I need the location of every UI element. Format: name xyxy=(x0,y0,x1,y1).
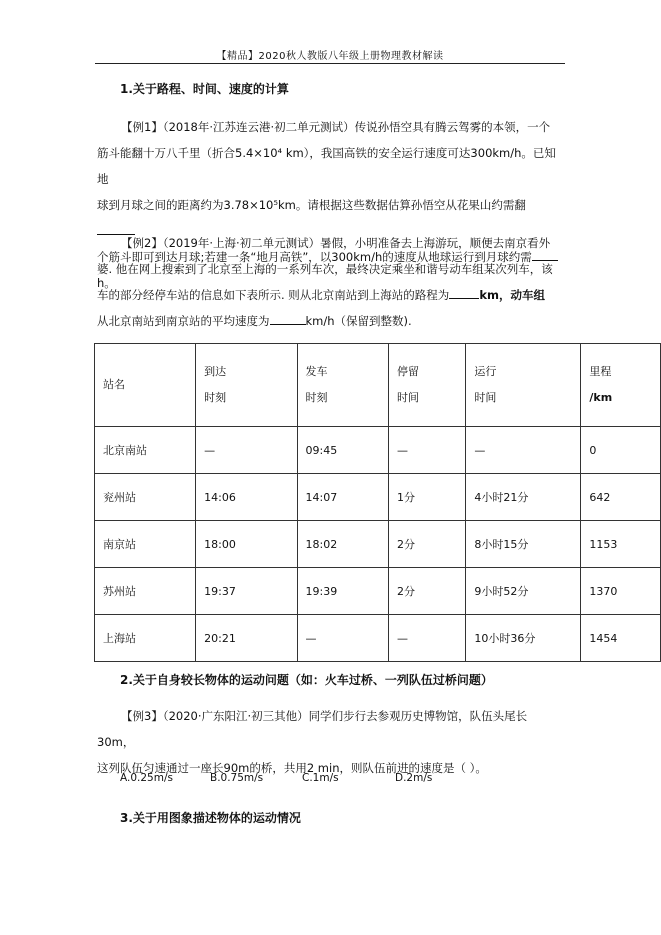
arrival-time: 18:00 xyxy=(196,521,297,568)
arrival-time: — xyxy=(196,427,297,474)
arrival-time: 20:21 xyxy=(196,615,297,662)
section-2-title: 2.关于自身较长物体的运动问题（如：火车过桥、一列队伍过桥问题） xyxy=(120,673,493,687)
station-name: 苏州站 xyxy=(95,568,196,615)
section-1-title: 1.关于路程、时间、速度的计算 xyxy=(120,82,289,96)
header-station-label: 站名 xyxy=(103,378,125,391)
option-b[interactable]: B.0.75m/s xyxy=(210,772,264,784)
departure-time: 19:39 xyxy=(297,568,388,615)
header-run-l1: 运行 xyxy=(474,365,497,378)
station-schedule-table xyxy=(94,343,661,662)
header-station xyxy=(95,344,196,427)
example-2-line-2: 婆. 他在网上搜索到了北京至上海的一系列车次，最终决定乘坐和谐号动车组某次列车，该 xyxy=(97,262,553,276)
example-1-line-4-unit: h。 xyxy=(97,276,116,290)
answer-blank-3[interactable] xyxy=(449,288,479,299)
header-arrival xyxy=(196,344,297,427)
table-row xyxy=(95,615,661,662)
example-2-line-4 xyxy=(97,308,563,334)
stop-time: 1分 xyxy=(388,474,465,521)
distance: 1454 xyxy=(581,615,661,662)
header-distance xyxy=(581,344,661,427)
arrival-time: 19:37 xyxy=(196,568,297,615)
example-2-line-3-unit: km，动车组 xyxy=(479,288,545,302)
example-2-line-3-text: 车的部分经停车站的信息如下表所示. 则从北京南站到上海站的路程为 xyxy=(97,288,450,302)
example-2-line-4-text: 从北京南站到南京站的平均速度为 xyxy=(97,314,270,328)
run-time: 9小时52分 xyxy=(466,568,581,615)
run-time: — xyxy=(466,427,581,474)
table-row xyxy=(95,474,661,521)
header-arrival-l1: 到达 xyxy=(204,365,227,378)
section-3-title: 3.关于用图象描述物体的运动情况 xyxy=(120,811,301,825)
departure-time: — xyxy=(297,615,388,662)
example-2-line-1: 【例2】（2019年·上海·初二单元测试）暑假，小明准备去上海游玩，顺便去南京看外 xyxy=(121,236,551,250)
stop-time: 2分 xyxy=(388,521,465,568)
table-row xyxy=(95,521,661,568)
example-2-line-4-unit: km/h（保留到整数). xyxy=(305,314,412,328)
stop-time: — xyxy=(388,615,465,662)
run-time: 4小时21分 xyxy=(466,474,581,521)
station-name: 南京站 xyxy=(95,521,196,568)
header-stop-time xyxy=(388,344,465,427)
stop-time: 2分 xyxy=(388,568,465,615)
header-distance-l1: 里程 xyxy=(589,365,612,378)
header-stop-l1: 停留 xyxy=(396,365,419,378)
header-departure-l1: 发车 xyxy=(305,365,328,378)
distance: 642 xyxy=(581,474,661,521)
option-c[interactable]: C.1m/s xyxy=(302,772,339,784)
option-d[interactable]: D.2m/s xyxy=(395,772,433,784)
example-1-line-1: 【例1】（2018年·江苏连云港·初二单元测试）传说孙悟空具有腾云驾雾的本领，一个 xyxy=(121,120,551,134)
distance: 1153 xyxy=(581,521,661,568)
table-header-row xyxy=(95,344,661,427)
example-3-line-1: 【例3】（2020·广东阳江·初三其他）同学们步行去参观历史博物馆，队伍头尾长30m， xyxy=(97,709,528,749)
run-time: 8小时15分 xyxy=(466,521,581,568)
distance: 1370 xyxy=(581,568,661,615)
departure-time: 14:07 xyxy=(297,474,388,521)
station-name: 兖州站 xyxy=(95,474,196,521)
departure-time: 18:02 xyxy=(297,521,388,568)
header-run-time xyxy=(466,344,581,427)
header-stop-l2: 时间 xyxy=(396,391,419,404)
example-2-line-3 xyxy=(97,282,563,308)
station-name: 北京南站 xyxy=(95,427,196,474)
example-2 xyxy=(97,230,563,334)
header-distance-l2: /km xyxy=(589,391,613,404)
example-3-options xyxy=(120,772,432,784)
page-header: 【精品】2020秋人教版八年级上册物理教材解读 xyxy=(216,51,444,62)
header-divider xyxy=(95,63,565,64)
table-row xyxy=(95,568,661,615)
header-departure xyxy=(297,344,388,427)
header-departure-l2: 时刻 xyxy=(305,391,328,404)
header-run-l2: 时间 xyxy=(474,391,497,404)
example-3-line-2: 这列队伍匀速通过一座长90m的桥，共用2 min，则队伍前进的速度是（ ）。 xyxy=(97,761,487,775)
example-1-line-4-text: 个筋斗即可到达月球;若建一条“地月高铁”，以300km/h的速度从地球运行到月球约需 xyxy=(97,250,532,264)
distance: 0 xyxy=(581,427,661,474)
run-time: 10小时36分 xyxy=(466,615,581,662)
stop-time: — xyxy=(388,427,465,474)
answer-blank-4[interactable] xyxy=(270,314,306,325)
example-1-line-2: 筋斗能翻十万八千里（折合5.4×10⁴ km），我国高铁的安全运行速度可达300km/h。已知地 xyxy=(97,146,556,186)
example-1-line-3-text: 球到月球之间的距离约为3.78×10⁵km。请根据这些数据估算孙悟空从花果山约需翻 xyxy=(97,198,526,212)
option-a[interactable]: A.0.25m/s xyxy=(120,772,173,784)
arrival-time: 14:06 xyxy=(196,474,297,521)
station-name: 上海站 xyxy=(95,615,196,662)
table-row xyxy=(95,427,661,474)
example-3 xyxy=(97,703,563,781)
departure-time: 09:45 xyxy=(297,427,388,474)
header-arrival-l2: 时刻 xyxy=(204,391,227,404)
